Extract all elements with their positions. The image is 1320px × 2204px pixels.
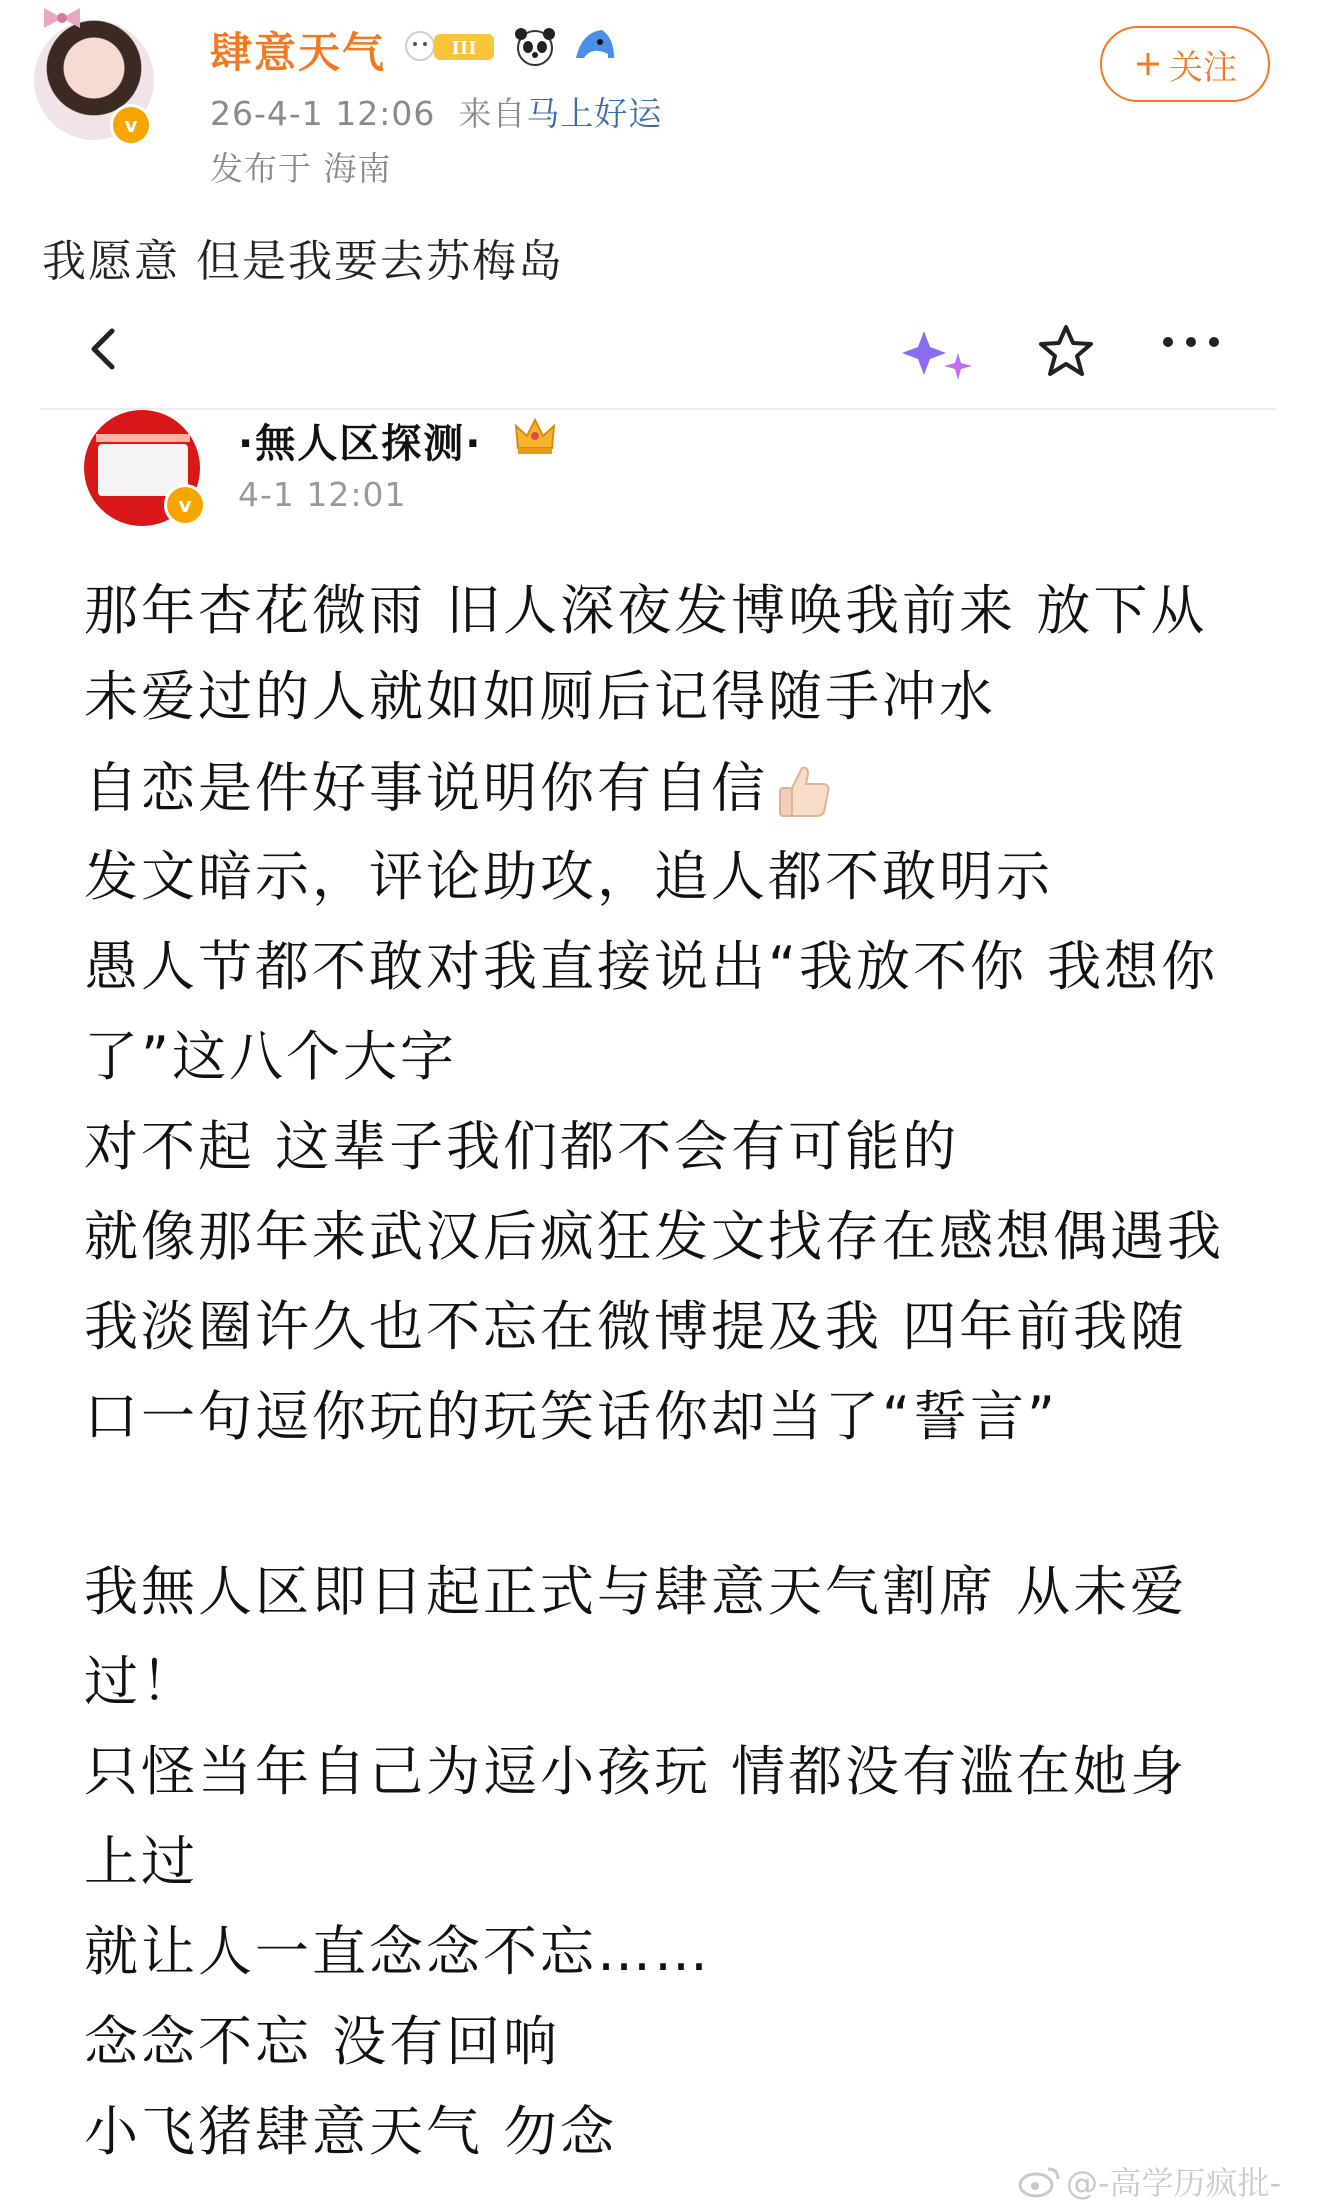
follow-label: 关注	[1169, 47, 1237, 88]
post-meta	[210, 88, 662, 135]
body-line: 过！	[84, 1650, 198, 1713]
body-line: 我淡圈许久也不忘在微博提及我 四年前我随	[84, 1295, 1188, 1358]
post-location: 发布于 海南	[210, 149, 392, 188]
post-text: 我愿意 但是我要去苏梅岛	[42, 236, 564, 287]
post-source-link[interactable]: 马上好运	[526, 94, 663, 133]
body-line: 未爱过的人就如如厕后记得随手冲水	[84, 665, 996, 728]
body-line: 愚人节都不敢对我直接说出“我放不你 我想你	[84, 935, 1219, 998]
post-time: 26-4-1 12:06	[210, 94, 436, 133]
body-line: 只怪当年自己为逗小孩玩 情都没有滥在她身	[84, 1740, 1188, 1803]
body-line: 了”这八个大字	[84, 1025, 457, 1088]
sparkle-icon[interactable]	[900, 325, 980, 385]
body-line: 自恋是件好事说明你有自信	[84, 756, 768, 820]
star-icon[interactable]	[1035, 322, 1097, 380]
body-line-with-emoji	[84, 756, 836, 824]
weibo-icon	[1018, 2163, 1062, 2199]
body-line: 口一句逗你玩的玩笑话你却当了“誓言”	[84, 1385, 1058, 1448]
embedded-time: 4-1 12:01	[238, 475, 407, 514]
shark-icon	[572, 24, 618, 68]
plus-icon	[1133, 49, 1163, 79]
body-line: 那年杏花微雨 旧人深夜发博唤我前来 放下从	[84, 579, 1208, 642]
user-badges	[400, 24, 618, 68]
panda-icon	[512, 24, 558, 68]
body-line: 发文暗示，评论助攻，追人都不敢明示	[84, 845, 1053, 908]
divider	[40, 408, 1276, 410]
bow-icon	[40, 6, 84, 30]
body-line: 念念不忘 没有回响	[84, 2010, 561, 2073]
body-line: 小飞猪肆意天气 勿念	[84, 2100, 618, 2163]
thumbs-up-icon	[772, 760, 836, 824]
verified-badge-icon: v	[110, 104, 152, 146]
username[interactable]: 肆意天气	[210, 28, 387, 77]
body-line: 我無人区即日起正式与肆意天气割席 从未爱	[84, 1560, 1188, 1623]
body-line: 对不起 这辈子我们都不会有可能的	[84, 1115, 960, 1178]
watermark-text: @-高学历疯批-	[1066, 2164, 1282, 2202]
watermark	[1018, 2158, 1281, 2204]
member-level-text: III	[451, 38, 477, 59]
source-prefix: 来自	[458, 94, 527, 133]
body-line: 上过	[84, 1830, 198, 1893]
embedded-verified-badge-icon: v	[164, 484, 206, 526]
body-line: 就让人一直念念不忘……	[84, 1920, 711, 1983]
more-icon[interactable]	[1160, 330, 1222, 354]
embedded-username[interactable]: ·無人区探测·	[238, 421, 483, 467]
follow-button[interactable]	[1100, 26, 1270, 102]
crown-icon	[512, 414, 558, 460]
member-level-icon	[400, 24, 498, 68]
back-icon[interactable]	[84, 325, 124, 373]
body-line: 就像那年来武汉后疯狂发文找存在感想偶遇我	[84, 1205, 1224, 1268]
